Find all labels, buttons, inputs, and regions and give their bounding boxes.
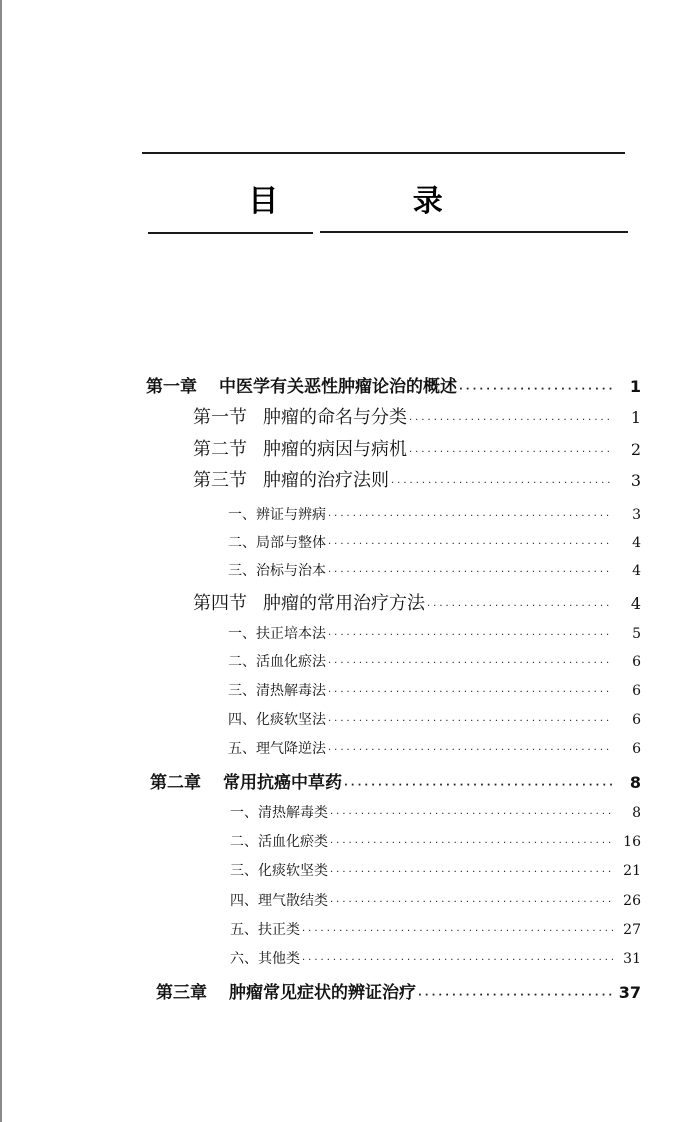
dot-leader — [409, 415, 613, 426]
toc-item[interactable]: 三、化痰软坚类 ····· 21 — [230, 860, 641, 880]
toc-chapter-2[interactable]: 第二章 常用抗癌中草药 ····· 8 — [150, 768, 641, 793]
toc-section[interactable]: 第四节 肿瘤的常用治疗方法 ····· 4 — [193, 589, 641, 615]
toc-section[interactable]: 第二节 肿瘤的病因与病机 ····· 2 — [193, 435, 641, 461]
toc-item[interactable]: 四、理气散结类 ····· 26 — [230, 890, 641, 910]
dot-leader — [302, 955, 613, 966]
toc-item[interactable]: 五、扶正类 ····· 27 — [230, 919, 641, 939]
toc-item[interactable]: 二、局部与整体 ····· 4 — [228, 532, 641, 552]
dot-leader — [330, 809, 613, 820]
toc-item[interactable]: 三、清热解毒法 ····· 6 — [228, 680, 641, 700]
toc-item[interactable]: 一、清热解毒类 ····· 8 — [230, 802, 641, 822]
toc-chapter-3[interactable]: 第三章 肿瘤常见症状的辨证治疗 ····· 37 — [156, 978, 641, 1003]
dot-leader — [459, 384, 613, 395]
toc-item[interactable]: 一、辨证与辨病 ····· 3 — [228, 504, 641, 524]
toc-item[interactable]: 三、治标与治本 ····· 4 — [228, 560, 641, 580]
toc-section[interactable]: 第三节 肿瘤的治疗法则 ····· 3 — [193, 466, 641, 492]
dot-leader — [328, 745, 613, 756]
toc-item[interactable]: 一、扶正培本法 ····· 5 — [228, 623, 641, 643]
top-rule — [142, 152, 497, 154]
dot-leader — [328, 687, 613, 698]
page-title: 目 录 — [248, 184, 505, 219]
bottom-rule-left — [148, 232, 313, 234]
dot-leader — [391, 478, 613, 489]
top-rule-right — [470, 152, 625, 154]
dot-leader — [328, 539, 613, 550]
toc-chapter-1[interactable]: 第一章 中医学有关恶性肿瘤论治的概述 ····· 1 — [146, 372, 641, 397]
toc-item[interactable]: 二、活血化瘀法 ····· 6 — [228, 651, 641, 671]
toc-item[interactable]: 五、理气降逆法 ····· 6 — [228, 738, 641, 758]
dot-leader — [302, 926, 613, 937]
dot-leader — [328, 630, 613, 641]
toc-item[interactable]: 六、其他类 ····· 31 — [230, 948, 641, 968]
dot-leader — [328, 716, 613, 727]
bottom-rule — [320, 231, 628, 233]
dot-leader — [328, 511, 613, 522]
dot-leader — [409, 447, 613, 458]
dot-leader — [330, 838, 613, 849]
dot-leader — [328, 658, 613, 669]
dot-leader — [344, 780, 613, 791]
dot-leader — [330, 897, 613, 908]
dot-leader — [330, 867, 613, 878]
page-edge — [0, 0, 2, 1122]
dot-leader — [328, 567, 613, 578]
dot-leader — [427, 601, 613, 612]
toc-item[interactable]: 二、活血化瘀类 ····· 16 — [230, 831, 641, 851]
toc-section[interactable]: 第一节 肿瘤的命名与分类 ····· 1 — [193, 403, 641, 429]
toc-item[interactable]: 四、化痰软坚法 ····· 6 — [228, 709, 641, 729]
dot-leader — [418, 990, 613, 1001]
